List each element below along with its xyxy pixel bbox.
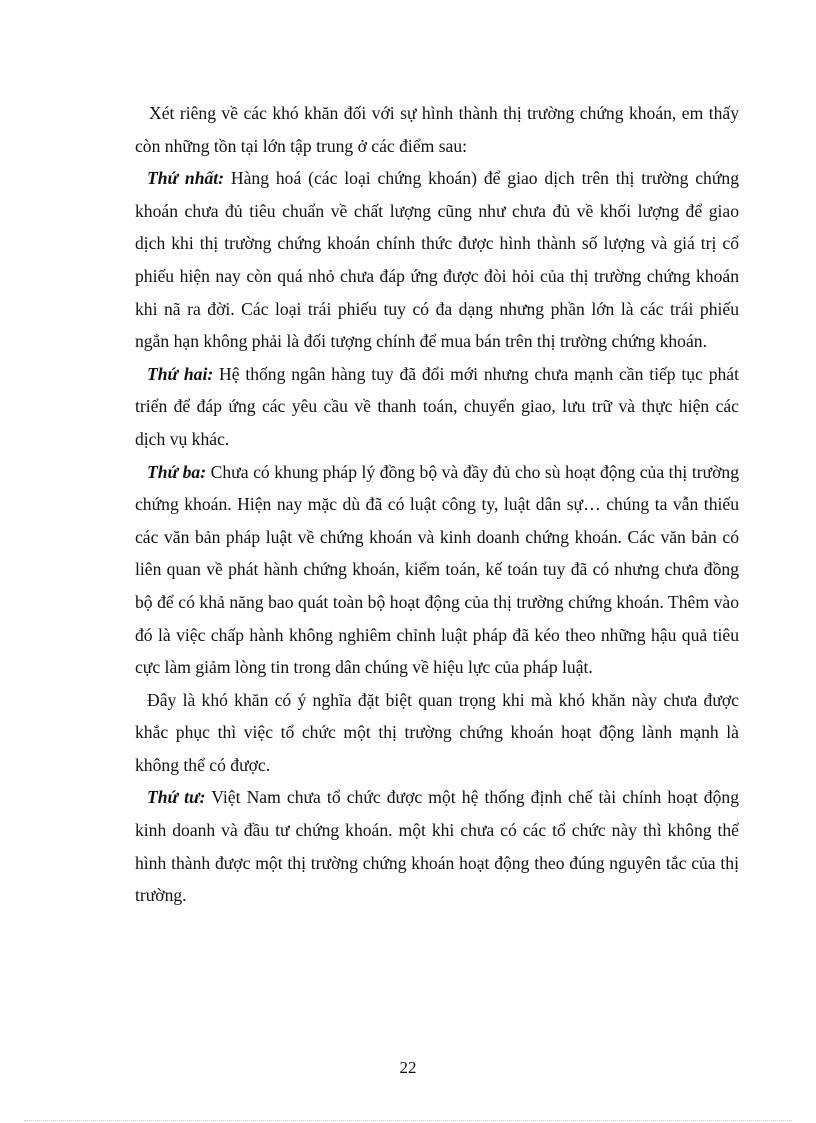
page-number: 22 [399, 1058, 417, 1077]
point-heading: Thứ nhất: [147, 168, 225, 189]
intro-paragraph: Xét riêng về các khó khăn đối với sự hình thành thị trường chứng khoán, em thấy còn những tồn tại lớn tập trung ở các điểm sau: [135, 103, 739, 156]
point-heading: Thứ hai: [147, 363, 214, 384]
point-text: Việt Nam chưa tổ chức được một hệ thống định chế tài chính hoạt động kinh doanh và đầu tư chứng khoán. một khi chưa có các tổ chức này thì không thể hình thành được một thị trường chứng khoán hoạt động theo đúng nguyên tắc của thị trường. [135, 787, 739, 906]
document-body [135, 97, 739, 912]
point-text: Chưa có khung pháp lý đồng bộ và đầy đủ cho sù hoạt động của thị trường chứng khoán. Hiện nay mặc dù đã có luật công ty, luật dân sự… chúng ta vẫn thiếu các văn bản pháp luật về chứng khoán và kinh doanh chứng khoán. Các văn bản có liên quan về phát hành chứng khoán, kiểm toán, kế toán tuy đã có nhưng chưa đồng bộ để có khả năng bao quát toàn bộ hoạt động của thị trường chứng khoán. Thêm vào đó là việc chấp hành không nghiêm chỉnh luật pháp đã kéo theo những hậu quả tiêu cực làm giảm lòng tin trong dân chúng về hiệu lực của pháp luật. [135, 461, 739, 678]
point-paragraph-first [135, 162, 739, 358]
note-paragraph: Đây là khó khăn có ý nghĩa đặt biệt quan trọng khi mà khó khăn này chưa được khắc phục thì việc tổ chức một thị trường chứng khoán hoạt động lành mạnh là không thể có được. [135, 689, 739, 775]
point-paragraph-third [135, 456, 739, 684]
point-text: Hàng hoá (các loại chứng khoán) để giao dịch trên thị trường chứng khoán chưa đủ tiêu chuẩn về chất lượng cũng như chưa đủ về khối lượng để giao dịch khi thị trường chứng khoán chính thức được hình thành số lượng và giá trị cổ phiếu hiện nay còn quá nhỏ chưa đáp ứng được đòi hỏi của thị trường chứng khoán khi nã ra đời. Các loại trái phiếu tuy có đa dạng nhưng phần lớn là các trái phiếu ngắn hạn không phải là đối tượng chính để mua bán trên thị trường chứng khoán. [135, 168, 739, 352]
page-bottom-divider [24, 1120, 792, 1121]
point-heading: Thứ ba: [147, 461, 207, 482]
point-text: Hệ thống ngân hàng tuy đã đổi mới nhưng chưa mạnh cần tiếp tục phát triển để đáp ứng các yêu cầu về thanh toán, chuyển giao, lưu trữ và thực hiện các dịch vụ khác. [135, 363, 739, 449]
point-paragraph-fourth [135, 781, 739, 911]
point-paragraph-second [135, 358, 739, 456]
point-heading: Thứ tư: [147, 787, 206, 808]
